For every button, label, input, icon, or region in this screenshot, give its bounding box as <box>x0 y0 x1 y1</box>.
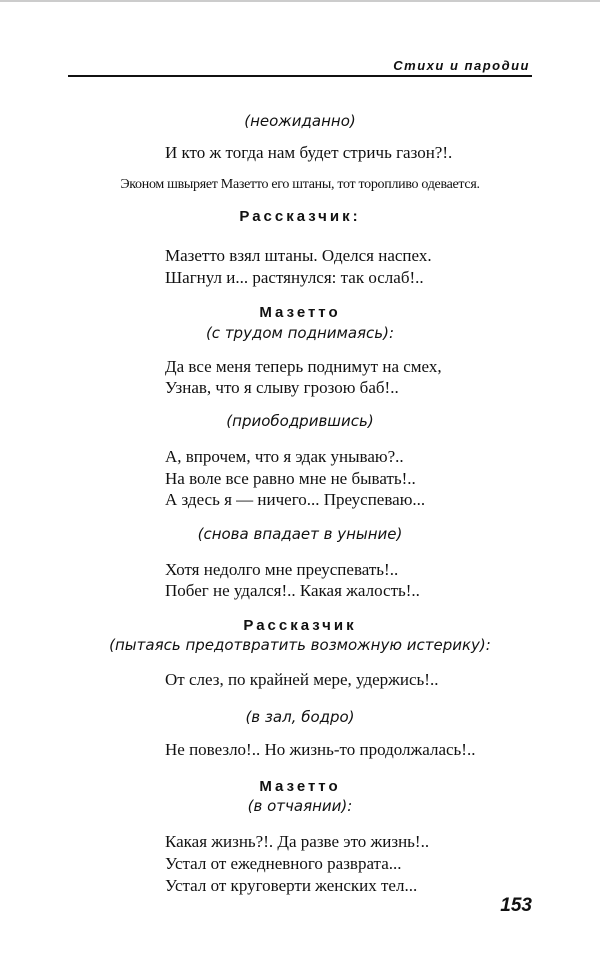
verse-line: И кто ж тогда нам будет стричь газон?!. <box>165 143 453 162</box>
stage-direction: (пытаясь предотвратить возможную истерику): <box>109 636 491 654</box>
verse-line: Устал от круговерти женских тел... <box>165 876 418 895</box>
verse-line: Узнав, что я слыву грозою баб!.. <box>165 378 399 397</box>
stage-direction: Эконом швыряет Мазетто его штаны, тот торопливо одевается. <box>120 177 480 192</box>
verse-line: Да все меня теперь поднимут на смех, <box>165 357 442 376</box>
header-rule <box>68 75 532 77</box>
speaker-name: Мазетто <box>259 778 341 795</box>
stage-direction: (с трудом поднимаясь): <box>205 324 395 342</box>
running-header: Стихи и пародии <box>393 58 530 73</box>
stage-direction: (приободрившись) <box>226 412 374 430</box>
verse-line: Шагнул и... растянулся: так ослаб!.. <box>165 268 424 287</box>
stage-direction: (снова впадает в уныние) <box>197 525 403 543</box>
verse-line: На воле все равно мне не бывать!.. <box>165 469 416 488</box>
verse-line: От слез, по крайней мере, удержись!.. <box>165 670 439 689</box>
stage-direction: (неожиданно) <box>244 112 356 130</box>
stage-direction: (в зал, бодро) <box>245 708 355 726</box>
speaker-name: Мазетто <box>259 304 341 321</box>
verse-line: Какая жизнь?!. Да разве это жизнь!.. <box>165 832 430 851</box>
speaker-name: Рассказчик <box>243 617 357 634</box>
speaker-name: Рассказчик: <box>239 208 361 225</box>
verse-line: Мазетто взял штаны. Оделся наспех. <box>165 246 432 265</box>
verse-line: Хотя недолго мне преуспевать!.. <box>165 560 399 579</box>
verse-line: Устал от ежедневного разврата... <box>165 854 402 873</box>
stage-direction: (в отчаянии): <box>247 797 353 815</box>
verse-line: А здесь я — ничего... Преуспеваю... <box>165 490 426 509</box>
page-number: 153 <box>500 895 532 916</box>
verse-line: Не повезло!.. Но жизнь-то продолжалась!.. <box>165 740 476 759</box>
verse-line: А, впрочем, что я эдак унываю?.. <box>165 447 404 466</box>
verse-line: Побег не удался!.. Какая жалость!.. <box>165 581 420 600</box>
scan-edge <box>0 0 600 2</box>
